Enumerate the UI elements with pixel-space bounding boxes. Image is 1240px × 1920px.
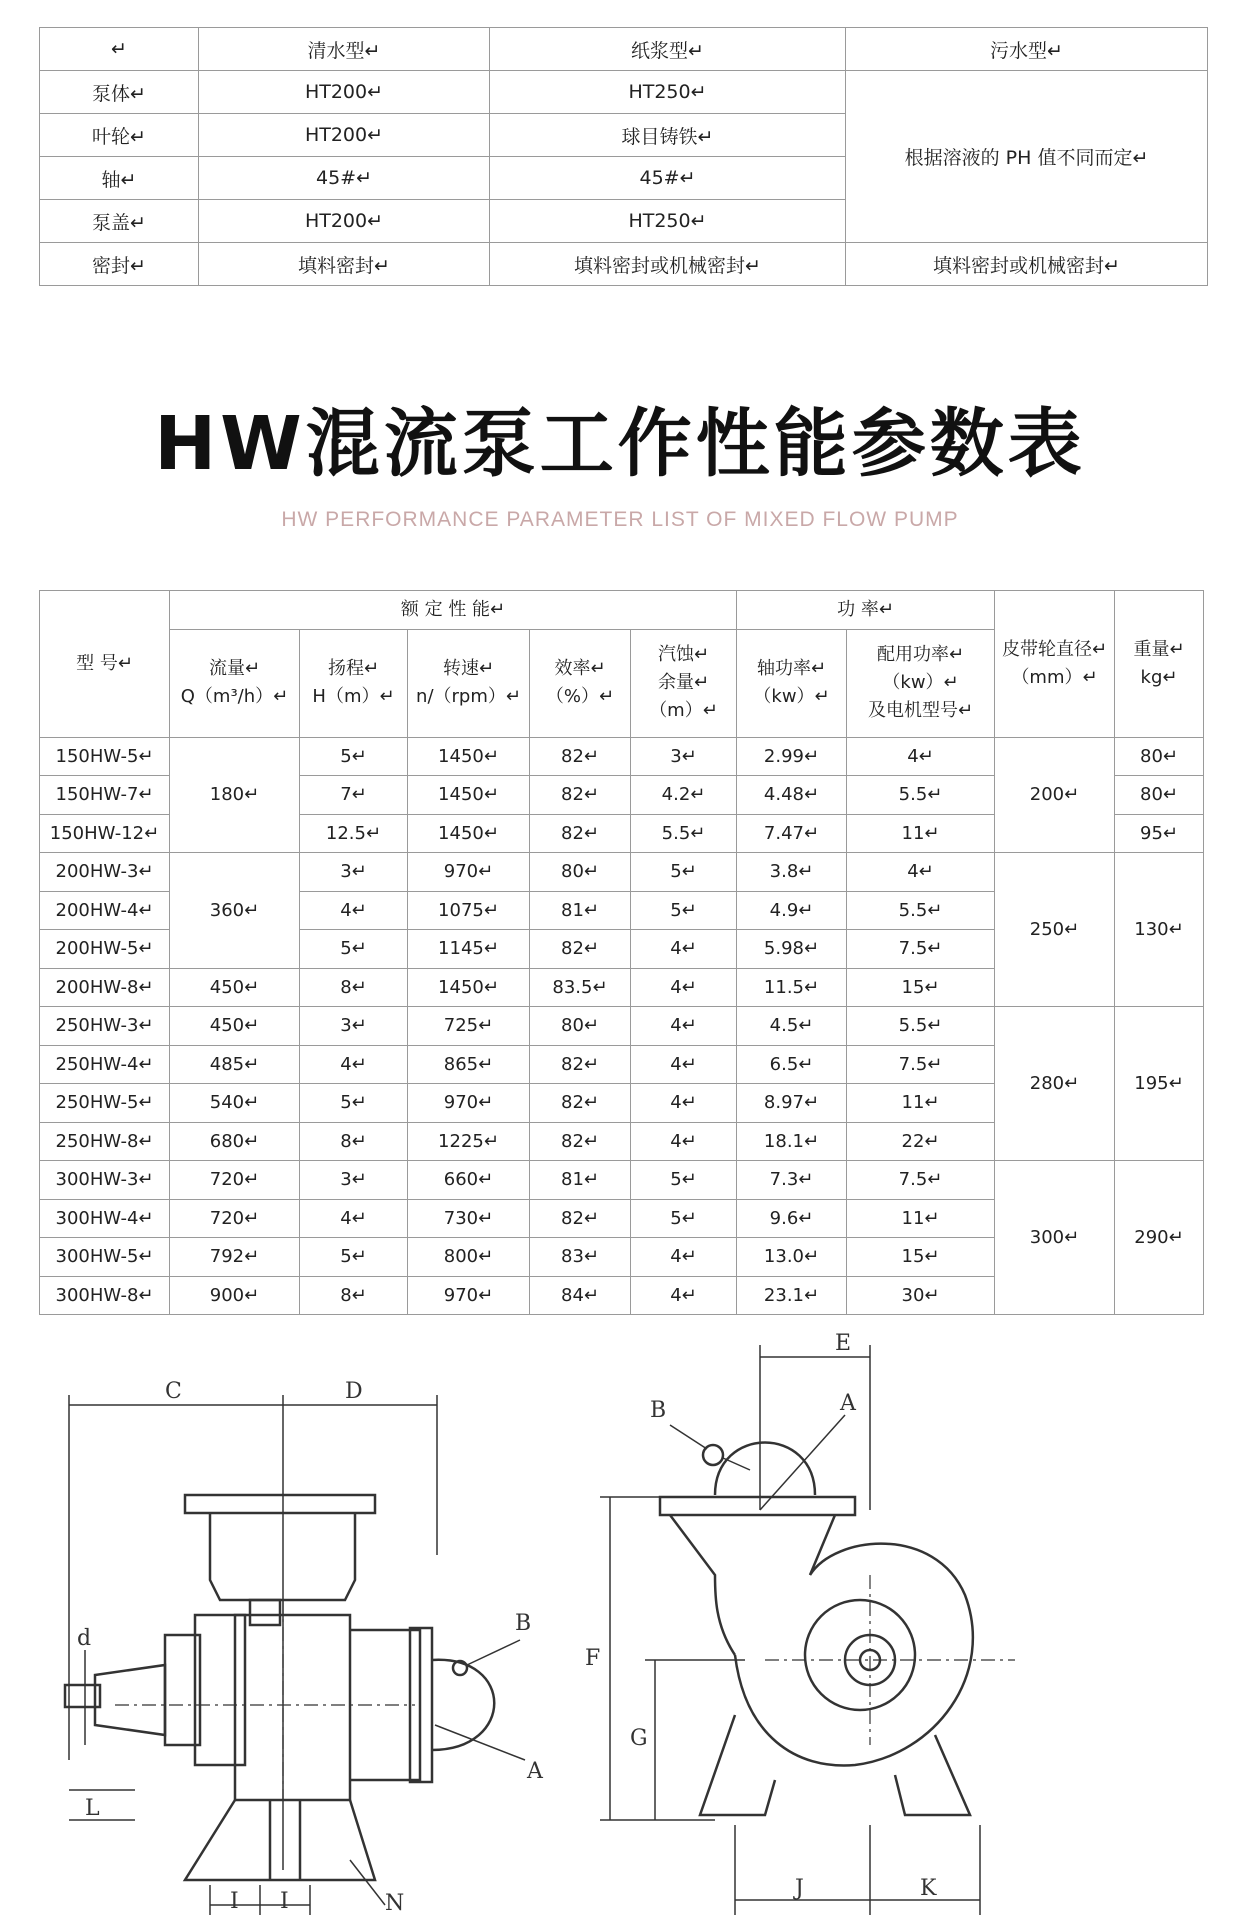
weight-cell: 195↵ [1115,1007,1204,1161]
npsh-cell: 4↵ [631,1084,737,1123]
flow-cell: 485↵ [170,1045,300,1084]
npsh-cell: 5.5↵ [631,814,737,853]
dim-label-c: C [165,1379,182,1404]
head-cell: 8↵ [300,968,408,1007]
part-name: 密封↵ [40,243,199,286]
shaft-power-cell: 5.98↵ [737,930,847,969]
weight-cell: 95↵ [1115,814,1204,853]
speed-cell: 865↵ [408,1045,530,1084]
model-cell: 250HW-3↵ [40,1007,170,1046]
model-cell: 200HW-4↵ [40,891,170,930]
dim-label-i2: I [280,1889,289,1914]
motor-power-cell: 5.5↵ [847,776,995,815]
header-blank: ↵ [40,28,199,71]
efficiency-cell: 82↵ [530,1045,631,1084]
weight-cell: 80↵ [1115,737,1204,776]
pulp-material: 球目铸铁↵ [490,114,846,157]
pulley-cell: 200↵ [995,737,1115,853]
material-table [39,27,1208,286]
col-head: 扬程↵ H（m）↵ [300,629,408,737]
speed-cell: 1450↵ [408,814,530,853]
model-cell: 300HW-4↵ [40,1199,170,1238]
pulp-material: HT250↵ [490,71,846,114]
flow-cell: 540↵ [170,1084,300,1123]
part-name: 轴↵ [40,157,199,200]
dim-label-a: A [527,1759,543,1784]
pulley-cell: 300↵ [995,1161,1115,1315]
motor-power-cell: 5.5↵ [847,1007,995,1046]
npsh-cell: 5↵ [631,1161,737,1200]
flow-cell: 792↵ [170,1238,300,1277]
model-cell: 200HW-3↵ [40,853,170,892]
shaft-power-cell: 4.48↵ [737,776,847,815]
flow-cell: 180↵ [170,737,300,853]
efficiency-cell: 80↵ [530,1007,631,1046]
dim-label-j: J [795,1876,804,1901]
motor-power-cell: 4↵ [847,853,995,892]
model-cell: 250HW-8↵ [40,1122,170,1161]
shaft-power-cell: 7.47↵ [737,814,847,853]
pulley-cell: 250↵ [995,853,1115,1007]
shaft-power-cell: 4.9↵ [737,891,847,930]
weight-cell: 130↵ [1115,853,1204,1007]
col-motor-power: 配用功率↵ （kw）↵ 及电机型号↵ [847,629,995,737]
header-pulp: 纸浆型↵ [490,28,846,71]
head-cell: 12.5↵ [300,814,408,853]
head-cell: 8↵ [300,1276,408,1315]
flow-cell: 360↵ [170,853,300,969]
motor-power-cell: 11↵ [847,1084,995,1123]
head-cell: 5↵ [300,1084,408,1123]
col-pulley: 皮带轮直径↵ （mm）↵ [995,591,1115,738]
dim-label-g: G [630,1726,648,1751]
model-cell: 300HW-8↵ [40,1276,170,1315]
shaft-power-cell: 7.3↵ [737,1161,847,1200]
front-view-drawing [585,1325,1035,1920]
table-row [40,737,1204,776]
speed-cell: 660↵ [408,1161,530,1200]
dim-label-e: E [835,1331,852,1356]
side-view-drawing [55,1360,565,1915]
model-cell: 150HW-7↵ [40,776,170,815]
head-cell: 4↵ [300,1045,408,1084]
model-cell: 300HW-3↵ [40,1161,170,1200]
motor-power-cell: 5.5↵ [847,891,995,930]
shaft-power-cell: 11.5↵ [737,968,847,1007]
sewage-material: 根据溶液的 PH 值不同而定↵ [846,71,1208,243]
head-cell: 3↵ [300,1007,408,1046]
dim-label-n: N [385,1891,405,1916]
motor-power-cell: 7.5↵ [847,930,995,969]
shaft-power-cell: 18.1↵ [737,1122,847,1161]
head-cell: 7↵ [300,776,408,815]
shaft-power-cell: 23.1↵ [737,1276,847,1315]
dim-label-b: B [515,1611,532,1636]
table-row [40,853,1204,892]
clear-material: HT200↵ [199,114,490,157]
npsh-cell: 5↵ [631,891,737,930]
npsh-cell: 4↵ [631,968,737,1007]
clear-material: HT200↵ [199,71,490,114]
flow-cell: 720↵ [170,1199,300,1238]
flow-cell: 680↵ [170,1122,300,1161]
col-npsh: 汽蚀↵ 余量↵ （m）↵ [631,629,737,737]
speed-cell: 1075↵ [408,891,530,930]
npsh-cell: 4↵ [631,930,737,969]
speed-cell: 970↵ [408,1276,530,1315]
weight-cell: 80↵ [1115,776,1204,815]
flow-cell: 450↵ [170,1007,300,1046]
efficiency-cell: 81↵ [530,1161,631,1200]
weight-cell: 290↵ [1115,1161,1204,1315]
col-efficiency: 效率↵ （%）↵ [530,629,631,737]
clear-material: HT200↵ [199,200,490,243]
pulp-material: HT250↵ [490,200,846,243]
npsh-cell: 4↵ [631,1007,737,1046]
npsh-cell: 4↵ [631,1238,737,1277]
part-name: 泵盖↵ [40,200,199,243]
motor-power-cell: 11↵ [847,1199,995,1238]
speed-cell: 725↵ [408,1007,530,1046]
clear-material: 填料密封↵ [199,243,490,286]
efficiency-cell: 82↵ [530,1199,631,1238]
speed-cell: 1450↵ [408,776,530,815]
motor-power-cell: 15↵ [847,968,995,1007]
head-cell: 5↵ [300,930,408,969]
speed-cell: 1450↵ [408,737,530,776]
dim-label-d-small: d [77,1626,92,1651]
motor-power-cell: 11↵ [847,814,995,853]
col-shaft-power: 轴功率↵ （kw）↵ [737,629,847,737]
col-weight: 重量↵ kg↵ [1115,591,1204,738]
efficiency-cell: 82↵ [530,814,631,853]
part-name: 叶轮↵ [40,114,199,157]
npsh-cell: 4↵ [631,1276,737,1315]
sewage-material: 填料密封或机械密封↵ [846,243,1208,286]
dim-label-f: F [585,1646,601,1671]
model-cell: 200HW-8↵ [40,968,170,1007]
speed-cell: 970↵ [408,1084,530,1123]
dim-label-a: A [840,1391,856,1416]
npsh-cell: 5↵ [631,1199,737,1238]
motor-power-cell: 4↵ [847,737,995,776]
npsh-cell: 3↵ [631,737,737,776]
motor-power-cell: 30↵ [847,1276,995,1315]
header-sewage: 污水型↵ [846,28,1208,71]
shaft-power-cell: 3.8↵ [737,853,847,892]
shaft-power-cell: 8.97↵ [737,1084,847,1123]
efficiency-cell: 83.5↵ [530,968,631,1007]
efficiency-cell: 82↵ [530,1122,631,1161]
head-cell: 5↵ [300,1238,408,1277]
performance-table [39,590,1204,1315]
head-cell: 3↵ [300,853,408,892]
col-flow: 流量↵ Q（m³/h）↵ [170,629,300,737]
motor-power-cell: 15↵ [847,1238,995,1277]
dim-label-k: K [920,1876,937,1901]
model-cell: 300HW-5↵ [40,1238,170,1277]
efficiency-cell: 80↵ [530,853,631,892]
model-cell: 150HW-5↵ [40,737,170,776]
npsh-cell: 4↵ [631,1045,737,1084]
speed-cell: 1225↵ [408,1122,530,1161]
pulley-cell: 280↵ [995,1007,1115,1161]
header-clear-water: 清水型↵ [199,28,490,71]
col-speed: 转速↵ n/（rpm）↵ [408,629,530,737]
model-cell: 250HW-5↵ [40,1084,170,1123]
npsh-cell: 5↵ [631,853,737,892]
efficiency-cell: 81↵ [530,891,631,930]
speed-cell: 970↵ [408,853,530,892]
shaft-power-cell: 2.99↵ [737,737,847,776]
flow-cell: 450↵ [170,968,300,1007]
shaft-power-cell: 4.5↵ [737,1007,847,1046]
efficiency-cell: 83↵ [530,1238,631,1277]
efficiency-cell: 82↵ [530,930,631,969]
shaft-power-cell: 9.6↵ [737,1199,847,1238]
shaft-power-cell: 6.5↵ [737,1045,847,1084]
speed-cell: 1450↵ [408,968,530,1007]
flow-cell: 900↵ [170,1276,300,1315]
efficiency-cell: 82↵ [530,776,631,815]
page-title: HW混流泵工作性能参数表 [154,401,1086,487]
part-name: 泵体↵ [40,71,199,114]
dim-label-l: L [85,1796,100,1821]
clear-material: 45#↵ [199,157,490,200]
head-cell: 4↵ [300,1199,408,1238]
npsh-cell: 4↵ [631,1122,737,1161]
dim-label-i1: I [230,1889,239,1914]
motor-power-cell: 7.5↵ [847,1161,995,1200]
motor-power-cell: 7.5↵ [847,1045,995,1084]
head-cell: 4↵ [300,891,408,930]
motor-power-cell: 22↵ [847,1122,995,1161]
model-cell: 250HW-4↵ [40,1045,170,1084]
speed-cell: 730↵ [408,1199,530,1238]
pulp-material: 45#↵ [490,157,846,200]
model-cell: 200HW-5↵ [40,930,170,969]
speed-cell: 800↵ [408,1238,530,1277]
efficiency-cell: 84↵ [530,1276,631,1315]
dim-label-d: D [345,1379,363,1404]
shaft-power-cell: 13.0↵ [737,1238,847,1277]
head-cell: 8↵ [300,1122,408,1161]
efficiency-cell: 82↵ [530,1084,631,1123]
group-power: 功 率↵ [737,591,995,630]
group-rated: 额 定 性 能↵ [170,591,737,630]
table-row [40,1161,1204,1200]
efficiency-cell: 82↵ [530,737,631,776]
page-subtitle: HW PERFORMANCE PARAMETER LIST OF MIXED FLOW PUMP [281,508,959,531]
table-row [40,1007,1204,1046]
pulp-material: 填料密封或机械密封↵ [490,243,846,286]
speed-cell: 1145↵ [408,930,530,969]
head-cell: 3↵ [300,1161,408,1200]
model-cell: 150HW-12↵ [40,814,170,853]
head-cell: 5↵ [300,737,408,776]
flow-cell: 720↵ [170,1161,300,1200]
dim-label-b: B [650,1398,667,1423]
npsh-cell: 4.2↵ [631,776,737,815]
col-model: 型 号↵ [40,591,170,738]
